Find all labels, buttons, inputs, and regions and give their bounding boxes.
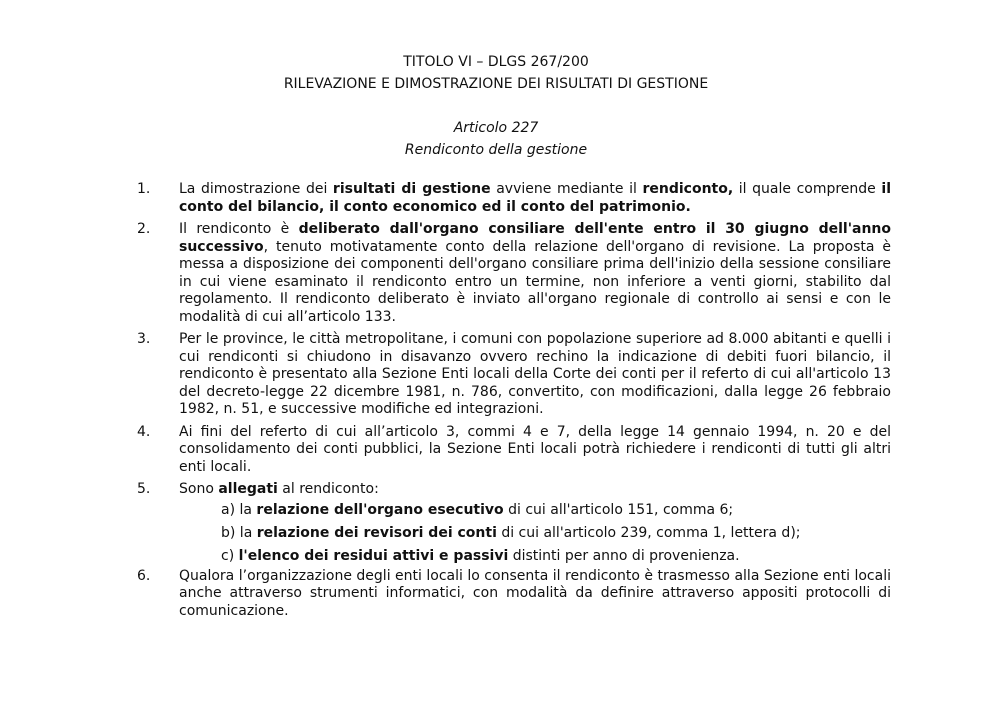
text-span: Il rendiconto è <box>179 221 299 237</box>
item-number: 5. <box>137 481 151 497</box>
list-item-1 <box>0 181 992 216</box>
text-span: La dimostrazione dei <box>179 181 333 197</box>
text-span: b) la <box>221 524 257 541</box>
list-item-4 <box>0 424 992 477</box>
item-text: Qualora l’organizzazione degli enti locali lo consenta il rendiconto è trasmesso alla Sezione enti locali anche attraverso strumenti informatici, con modalità da definire attraverso appositi protocolli di comunicazione. <box>179 567 891 619</box>
item-number: 4. <box>137 423 151 440</box>
bold-span: relazione dei revisori dei conti <box>256 524 497 541</box>
sub-item-a <box>221 499 901 522</box>
bold-span: deliberato dall'organo consiliare dell'ente entro il 30 giugno dell'anno successivo <box>179 221 891 255</box>
item-text <box>179 181 891 216</box>
text-span: Sono <box>179 481 219 497</box>
text-span: distinti per anno di provenienza. <box>508 547 740 564</box>
item-number: 3. <box>137 331 151 347</box>
article-heading <box>0 117 992 161</box>
article-list <box>0 181 992 620</box>
text-span: a) la <box>221 501 257 518</box>
text-span: al rendiconto: <box>277 481 379 497</box>
text-span: di cui all'articolo 239, comma 1, lettera d); <box>496 524 801 541</box>
bold-span: l'elenco dei residui attivi e passivi <box>238 547 509 564</box>
item-text: Ai fini del referto di cui all’articolo 3, commi 4 e 7, della legge 14 gennaio 1994, n. 20 e del consolidamento dei conti pubblici, la Sezione Enti locali potrà richiedere i rendiconti di tutti gli altri enti locali. <box>179 423 891 475</box>
bold-span: relazione dell'organo esecutivo <box>256 501 504 518</box>
bold-span: il conto del bilancio, il conto economico ed il conto del patrimonio. <box>179 181 891 215</box>
document-header <box>0 51 992 95</box>
text-span: , tenuto motivatamente conto della relazione dell'organo di revisione. La proposta è messa a disposizione dei componenti dell'organo consiliare prima dell'inizio della sessione consiliare in cui viene esaminato il rendiconto entro un termine, non inferiore a venti giorni, stabilito dal regolamento. Il rendiconto deliberato è inviato all'organo regionale di controllo ai sensi e con le modalità di cui all’articolo 133. <box>179 238 891 325</box>
list-item-5 <box>0 481 992 568</box>
item-number: 2. <box>137 221 151 237</box>
bold-span: risultati di gestione <box>332 181 491 197</box>
sub-item-c <box>221 545 901 568</box>
sub-item-b <box>221 522 901 545</box>
text-span: il quale comprende <box>733 181 882 197</box>
item-text <box>179 221 891 326</box>
item-number: 6. <box>137 567 151 584</box>
item-text: Per le province, le città metropolitane, i comuni con popolazione superiore ad 8.000 abitanti e quelli i cui rendiconti si chiudono in disavanzo ovvero rechino la indicazione di debiti fuori bilancio, il rendiconto è presentato alla Sezione Enti locali della Corte dei conti per il referto di cui all'articolo 13 del decreto-legge 22 dicembre 1981, n. 786, convertito, con modificazioni, dalla legge 26 febbraio 1982, n. 51, e successive modifiche ed integrazioni. <box>179 331 891 417</box>
list-item-3 <box>0 331 992 419</box>
text-span: avviene mediante il <box>490 181 643 197</box>
title-line-1: TITOLO VI – DLGS 267/200 <box>403 54 589 70</box>
article-number: Articolo 227 <box>453 120 539 136</box>
bold-span: allegati <box>218 481 278 497</box>
bold-span: rendiconto, <box>642 181 734 197</box>
list-item-6 <box>0 568 992 621</box>
article-title: Rendiconto della gestione <box>404 142 588 158</box>
text-span: di cui all'articolo 151, comma 6; <box>503 501 734 518</box>
title-line-2: RILEVAZIONE E DIMOSTRAZIONE DEI RISULTATI DI GESTIONE <box>283 76 709 92</box>
item-text <box>179 481 891 499</box>
item-number: 1. <box>137 181 151 197</box>
list-item-2 <box>0 221 992 326</box>
text-span: c) <box>221 547 239 564</box>
